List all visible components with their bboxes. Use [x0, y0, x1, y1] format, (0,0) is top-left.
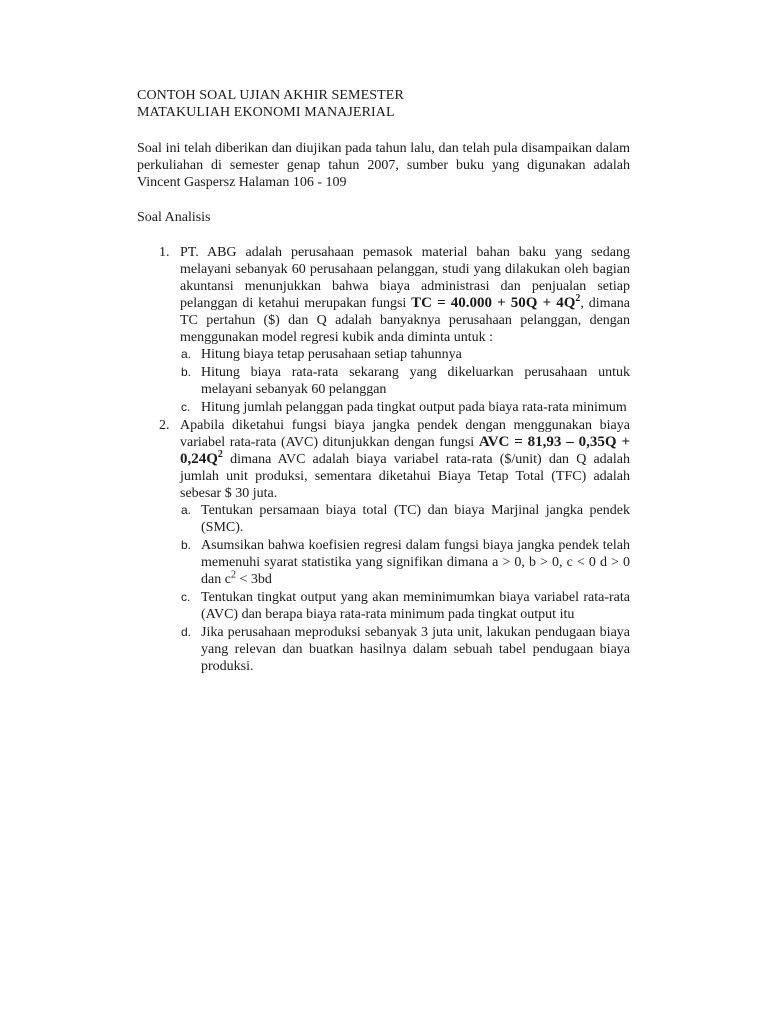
intro-paragraph: Soal ini telah diberikan dan diujikan pada tahun lalu, dan telah pula disampaikan dalam perkuliahan di semester genap tahun 2007, sumber buku yang digunakan adalah Vincent Gaspersz Halaman 106 - 109 [137, 141, 630, 190]
equation-exponent: 2 [217, 449, 223, 460]
sub-question-text: Tentukan tingkat output yang akan meminimumkan biaya variabel rata-rata (AVC) dan berapa biaya rata-rata minimum pada tingkat output itu [201, 590, 630, 622]
sub-question-label: c. [181, 400, 191, 414]
question-2 [137, 417, 630, 675]
sub-question-list [180, 502, 630, 675]
sub-question-label: a. [181, 503, 192, 517]
equation-main: AVC = 81,93 – 0,35Q + 0,24Q [180, 434, 631, 467]
document-page [137, 87, 630, 675]
sub-question-text: Hitung jumlah pelanggan pada tingkat output pada biaya rata-rata minimum [201, 400, 627, 415]
sub-question-text: Jika perusahaan meproduksi sebanyak 3 juta unit, lakukan pendugaan biaya yang relevan dan buatkan hasilnya dalam sebuah tabel pendugaan biaya produksi. [201, 625, 630, 674]
sub-question-text: Asumsikan bahwa koefisien regresi dalam fungsi biaya jangka pendek telah memenuhi syarat statistika yang signifikan dimana a > 0, b > 0, c < 0 d > 0 dan c [201, 538, 630, 587]
equation-exponent: 2 [575, 293, 581, 304]
sub-question-list [180, 346, 630, 416]
equation-main: TC = 40.000 + 50Q + 4Q [411, 295, 576, 311]
sub-question [180, 346, 630, 363]
question-list [137, 244, 630, 675]
sub-question-text-cont: < 3bd [235, 572, 272, 587]
doc-title-line-1: CONTOH SOAL UJIAN AKHIR SEMESTER [137, 88, 404, 103]
sub-question-text: Hitung biaya tetap perusahaan setiap tahunnya [201, 347, 462, 362]
question-number: 2. [159, 418, 170, 433]
sub-question-label: b. [181, 538, 192, 552]
sub-question [180, 624, 630, 675]
question-text: Apabila diketahui fungsi biaya jangka pendek dengan menggunakan biaya variabel rata-rata (AVC) ditunjukkan dengan fungsi [180, 418, 630, 450]
sub-question-text: Hitung biaya rata-rata sekarang yang dikeluarkan perusahaan untuk melayani sebanyak 60 pelanggan [201, 365, 630, 397]
sub-question [180, 537, 630, 588]
doc-title-line-2: MATAKULIAH EKONOMI MANAJERIAL [137, 105, 395, 120]
exponent: 2 [230, 569, 236, 581]
sub-question [180, 399, 630, 416]
question-text: PT. ABG adalah perusahaan pemasok material bahan baku yang sedang melayani sebanyak 60 perusahaan pelanggan, studi yang dilakukan oleh bagian akuntansi menunjukkan bahwa biaya administrasi dan penjualan setiap pelanggan di ketahui merupakan fungsi [180, 245, 630, 311]
sub-question-label: a. [181, 347, 192, 361]
sub-question-text: Tentukan persamaan biaya total (TC) dan biaya Marjinal jangka pendek (SMC). [201, 503, 630, 535]
question-text-cont: dimana AVC adalah biaya variabel rata-rata ($/unit) dan Q adalah jumlah unit produksi, sementara diketahui Biaya Tetap Total (TFC) adalah sebesar $ 30 juta. [180, 452, 630, 501]
question-text-cont: , dimana TC pertahun ($) dan Q adalah banyaknya perusahaan pelanggan, dengan menggunakan model regresi kubik anda diminta untuk : [180, 296, 630, 345]
sub-question [180, 589, 630, 623]
question-number: 1. [159, 245, 170, 260]
sub-question [180, 364, 630, 398]
sub-question-label: b. [181, 365, 192, 379]
sub-question-label: d. [181, 625, 192, 639]
sub-question [180, 502, 630, 536]
section-title: Soal Analisis [137, 210, 211, 225]
cost-function-equation [411, 295, 580, 311]
question-1 [137, 244, 630, 416]
sub-question-label: c. [181, 590, 191, 604]
